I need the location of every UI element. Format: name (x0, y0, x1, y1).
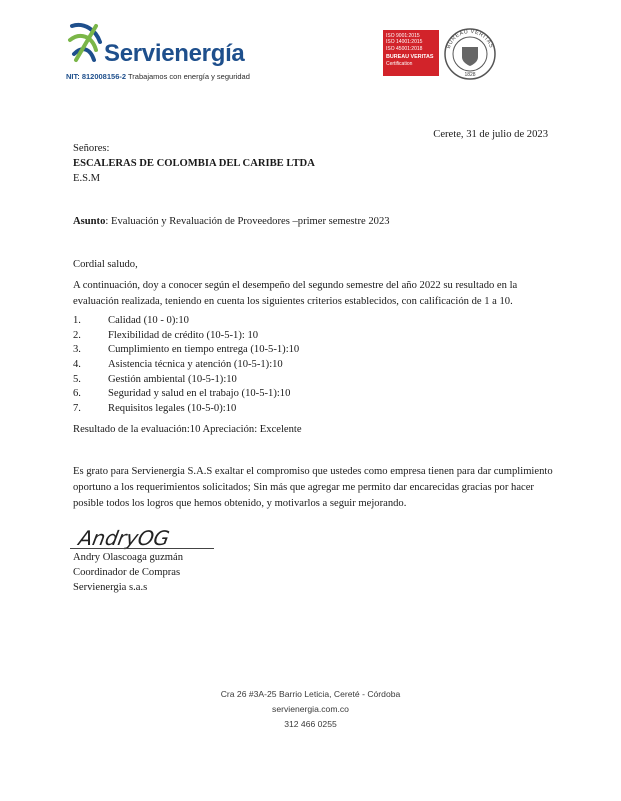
seal-year: 1828 (464, 72, 476, 78)
evaluation-result: Resultado de la evaluación:10 Apreciación: Excelente (73, 424, 302, 435)
criteria-text: Cumplimiento en tiempo entrega (10-5-1):10 (108, 344, 300, 356)
criteria-text: Asistencia técnica y atención (10-5-1):10 (108, 359, 283, 371)
signature-line (70, 548, 214, 549)
intro-paragraph: A continuación, doy a conocer según el desempeño del segundo semestre del año 2022 su resultado en la evaluación realizada, teniendo en cuenta los siguientes criterios establecidos, con calificación de 1 a 10. (73, 280, 518, 307)
footer-website[interactable]: servienergia.com.co (272, 704, 349, 714)
criteria-text: Gestión ambiental (10-5-1):10 (108, 373, 237, 385)
certification-badge (383, 30, 500, 86)
signature-script: AndryOG (76, 526, 172, 550)
footer-phone: 312 466 0255 (284, 719, 337, 729)
signer-company: Servienergia s.a.s (73, 582, 148, 593)
criteria-item (73, 329, 299, 344)
bureau-veritas-seal-icon (443, 27, 497, 81)
closing-paragraph: Es grato para Servienergia S.A.S exaltar el compromiso que ustedes como empresa tienen para dar cumplimiento oportuno a los requerimientos solicitados; Sin más que agregar me permito dar encarecidas gracias por hacer posible todos los logros que hemos obtenido, y motivarlos a seguir mejorando. (73, 466, 553, 509)
seal-ring-text: BUREAU VERITAS (445, 28, 495, 50)
greeting: Cordial saludo, (73, 259, 138, 270)
criteria-text: Calidad (10 - 0):10 (108, 315, 189, 326)
criteria-number: 3. (73, 344, 81, 356)
criteria-number: 5. (73, 373, 81, 385)
criteria-text: Seguridad y salud en el trabajo (10-5-1):10 (108, 388, 291, 400)
iso-9001: ISO 9001:2015 (386, 33, 420, 39)
company-logo (66, 18, 266, 84)
nit-line (66, 72, 250, 81)
criteria-item (73, 343, 299, 358)
cert-sub: Certification (386, 60, 413, 67)
signer-name: Andry Olascoaga guzmán (73, 552, 184, 563)
salutation-to: Señores: (73, 143, 110, 154)
criteria-number: 7. (73, 403, 81, 415)
iso-45001: ISO 45001:2018 (386, 45, 423, 52)
criteria-item (73, 387, 299, 402)
svg-text:BUREAU VERITAS (446, 29, 494, 50)
brand-name: Servienergía (104, 40, 245, 67)
criteria-text: Flexibilidad de crédito (10-5-1): 10 (108, 329, 259, 341)
recipient-esm: E.S.M (73, 173, 101, 184)
letter-date: Cerete, 31 de julio de 2023 (433, 129, 548, 140)
criteria-number: 2. (73, 329, 81, 341)
iso-14001: ISO 14001:2015 (386, 39, 423, 46)
criteria-list (73, 314, 299, 417)
criteria-number: 4. (73, 359, 81, 371)
criteria-number: 1. (73, 315, 81, 326)
iso-certificates (383, 30, 439, 76)
cert-org: BUREAU VERITAS (386, 54, 434, 61)
subject-line (73, 215, 390, 228)
criteria-text: Requisitos legales (10-5-0):10 (108, 403, 237, 415)
criteria-item (73, 358, 299, 373)
recipient-company: ESCALERAS DE COLOMBIA DEL CARIBE LTDA (73, 158, 315, 169)
servienergia-logo-icon (66, 20, 106, 64)
footer-address: Cra 26 #3A-25 Barrio Leticia, Cereté - Córdoba (220, 689, 401, 699)
criteria-item (73, 402, 299, 417)
criteria-item (73, 314, 299, 329)
subject-label: Asunto (73, 216, 106, 227)
tagline: Trabajamos con energía y seguridad (128, 72, 250, 81)
nit-label: NIT: 812008156-2 (66, 72, 127, 81)
subject-text: : Evaluación y Revaluación de Proveedores –primer semestre 2023 (105, 216, 390, 227)
signer-title: Coordinador de Compras (73, 567, 181, 578)
criteria-item (73, 373, 299, 388)
criteria-number: 6. (73, 388, 81, 400)
